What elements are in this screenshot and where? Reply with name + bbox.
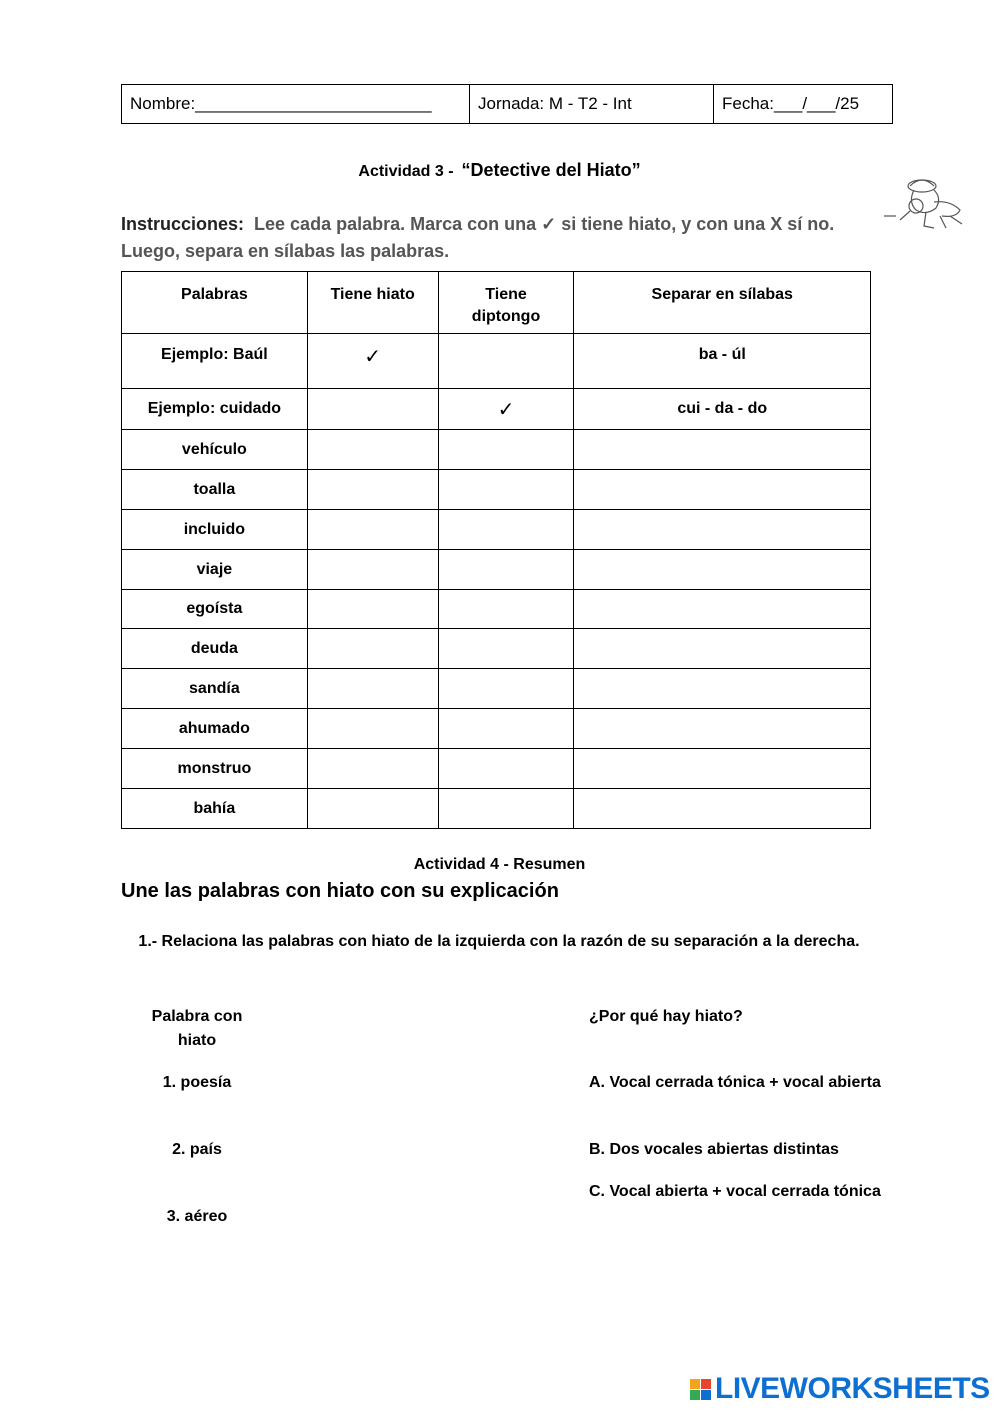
syllables-cell[interactable] <box>574 590 871 629</box>
hiato-cell[interactable] <box>307 669 438 709</box>
syllables-cell[interactable] <box>574 629 871 669</box>
name-field[interactable] <box>122 85 470 123</box>
word-cell: ahumado <box>122 709 308 749</box>
header-palabras: Palabras <box>122 272 308 334</box>
diptongo-cell[interactable] <box>438 590 574 629</box>
hiato-word-1[interactable]: 1. poesía <box>162 1074 232 1091</box>
word-cell: monstruo <box>122 749 308 789</box>
word-cell: vehículo <box>122 430 308 470</box>
syllables-cell[interactable] <box>574 550 871 590</box>
word-cell: bahía <box>122 789 308 829</box>
hiato-word-3[interactable]: 3. aéreo <box>166 1208 228 1225</box>
activity3-title <box>0 160 999 181</box>
name-label: Nombre:_________________________ <box>130 94 432 113</box>
header-tiene-diptongo: Tiene diptongo <box>438 272 574 334</box>
word-cell: incluido <box>122 510 308 550</box>
table-row <box>122 510 871 550</box>
word-cell: viaje <box>122 550 308 590</box>
word-cell: toalla <box>122 470 308 510</box>
diptongo-cell[interactable] <box>438 550 574 590</box>
hiato-cell[interactable] <box>307 389 438 430</box>
hiato-cell[interactable]: ✓ <box>307 334 438 389</box>
activity3-number: Actividad 3 - <box>358 163 454 180</box>
right-column-header: ¿Por qué hay hiato? <box>589 1008 743 1025</box>
hiato-word-2[interactable]: 2. país <box>172 1141 222 1158</box>
table-row <box>122 669 871 709</box>
reason-c[interactable]: C. Vocal abierta + vocal cerrada tónica <box>589 1183 881 1200</box>
syllables-cell[interactable] <box>574 669 871 709</box>
syllables-cell[interactable] <box>574 510 871 550</box>
date-label: Fecha:___/___/25 <box>722 94 860 113</box>
header-separar-silabas: Separar en sílabas <box>574 272 871 334</box>
activity4-title: Actividad 4 - Resumen <box>413 856 586 873</box>
diptongo-cell[interactable] <box>438 789 574 829</box>
diptongo-cell[interactable] <box>438 470 574 510</box>
diptongo-cell[interactable] <box>438 709 574 749</box>
detective-icon <box>880 172 970 234</box>
diptongo-cell[interactable] <box>438 629 574 669</box>
jornada-label: Jornada: M - T2 - Int <box>478 94 632 113</box>
reason-a[interactable]: A. Vocal cerrada tónica + vocal abierta <box>589 1074 881 1091</box>
live-logo-icon <box>690 1379 711 1400</box>
syllables-cell[interactable] <box>574 470 871 510</box>
date-field[interactable] <box>714 85 892 123</box>
table-row <box>122 629 871 669</box>
liveworksheets-logo <box>690 1372 990 1406</box>
word-cell: Ejemplo: cuidado <box>122 389 308 430</box>
instructions-lead: Instrucciones: <box>121 214 245 234</box>
question-1: 1.- Relaciona las palabras con hiato de la izquierda con la razón de su separación a la derecha. <box>138 933 860 950</box>
table-header-row <box>122 272 871 334</box>
table-row <box>122 709 871 749</box>
hiato-cell[interactable] <box>307 789 438 829</box>
hiato-cell[interactable] <box>307 550 438 590</box>
word-cell: deuda <box>122 629 308 669</box>
activity3-subtitle: “Detective del Hiato” <box>461 160 641 180</box>
syllables-cell[interactable] <box>574 709 871 749</box>
table-row <box>122 789 871 829</box>
diptongo-cell[interactable] <box>438 334 574 389</box>
hiato-cell[interactable] <box>307 629 438 669</box>
table-row <box>122 550 871 590</box>
diptongo-cell[interactable]: ✓ <box>438 389 574 430</box>
syllables-cell[interactable]: cui - da - do <box>574 389 871 430</box>
word-cell: egoísta <box>122 590 308 629</box>
instructions-text: Lee cada palabra. Marca con una ✓ si tiene hiato, y con una X sí no. Luego, separa en sílabas las palabras. <box>121 214 835 261</box>
hiato-cell[interactable] <box>307 470 438 510</box>
hiato-cell[interactable] <box>307 709 438 749</box>
syllables-cell[interactable]: ba - úl <box>574 334 871 389</box>
hiato-cell[interactable] <box>307 510 438 550</box>
table-row <box>122 430 871 470</box>
student-info-box <box>121 84 893 124</box>
header-tiene-hiato: Tiene hiato <box>307 272 438 334</box>
diptongo-cell[interactable] <box>438 430 574 470</box>
table-row <box>122 334 871 389</box>
table-row <box>122 590 871 629</box>
jornada-field[interactable] <box>470 85 714 123</box>
activity4-subtitle: Une las palabras con hiato con su explicación <box>121 880 559 902</box>
table-row <box>122 470 871 510</box>
diptongo-cell[interactable] <box>438 749 574 789</box>
diptongo-cell[interactable] <box>438 510 574 550</box>
table-row <box>122 389 871 430</box>
syllables-cell[interactable] <box>574 789 871 829</box>
hiato-cell[interactable] <box>307 749 438 789</box>
syllables-cell[interactable] <box>574 430 871 470</box>
brand-name: LIVEWORKSHEETS <box>715 1372 990 1405</box>
hiato-cell[interactable] <box>307 430 438 470</box>
hiato-table <box>121 271 871 829</box>
hiato-cell[interactable] <box>307 590 438 629</box>
reason-b[interactable]: B. Dos vocales abiertas distintas <box>589 1141 839 1158</box>
word-cell: sandía <box>122 669 308 709</box>
left-column-header: Palabra con hiato <box>151 1008 243 1049</box>
instructions <box>121 211 881 265</box>
syllables-cell[interactable] <box>574 749 871 789</box>
diptongo-cell[interactable] <box>438 669 574 709</box>
table-row <box>122 749 871 789</box>
word-cell: Ejemplo: Baúl <box>122 334 308 389</box>
